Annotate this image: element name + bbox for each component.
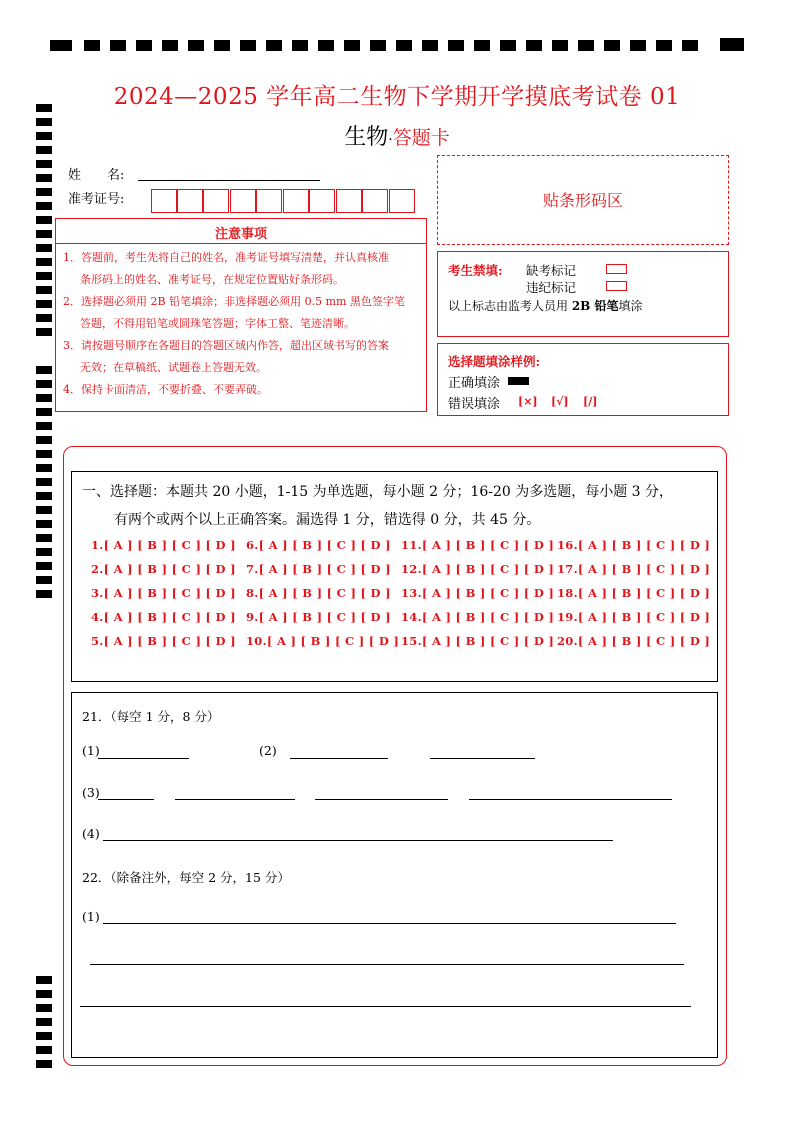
- choice-row[interactable]: [557, 538, 710, 552]
- choice-row[interactable]: [246, 634, 399, 648]
- notice-item: 1．答题前，考生先将自己的姓名，准考证号填写清楚，并认真核准: [63, 251, 389, 264]
- choice-row[interactable]: [246, 538, 391, 552]
- q21-part2-label: (2): [259, 743, 277, 758]
- wrong-fill-mark: [/]: [583, 395, 598, 408]
- id-digit-box[interactable]: [256, 189, 282, 213]
- card-label: 答题卡: [392, 127, 450, 149]
- name-input-line[interactable]: [138, 180, 320, 181]
- id-digit-box[interactable]: [203, 189, 229, 213]
- answer-blank[interactable]: [175, 799, 295, 800]
- question-number: 8.: [246, 586, 259, 600]
- answer-options[interactable]: [ A ] [ B ] [ C ] [ D ]: [103, 634, 236, 648]
- proctor-marks-box: [437, 251, 729, 337]
- choice-row[interactable]: [557, 610, 710, 624]
- answer-options[interactable]: [ A ] [ B ] [ C ] [ D ]: [421, 538, 555, 552]
- question-number: 6.: [246, 538, 259, 552]
- name-label: 姓 名:: [68, 168, 125, 183]
- q22-part1-label: (1): [82, 909, 100, 924]
- notice-item: 无效；在草稿纸、试题卷上答题无效。: [80, 361, 267, 374]
- answer-blank[interactable]: [80, 1006, 691, 1007]
- choice-instructions-line2: 有两个或两个以上正确答案。漏选得 1 分，错选得 0 分，共 45 分。: [114, 512, 541, 528]
- question-number: 1.: [91, 538, 104, 552]
- choice-row[interactable]: [557, 562, 710, 576]
- id-digit-box[interactable]: [389, 189, 415, 213]
- question-number: 14.: [401, 610, 422, 624]
- id-digit-box[interactable]: [309, 189, 335, 213]
- q21-part1-label: (1): [82, 743, 100, 758]
- proctor-note: 以上标志由监考人员用 2B 铅笔填涂: [448, 299, 643, 313]
- choice-row[interactable]: [557, 634, 710, 648]
- wrong-fill-mark: [×]: [518, 395, 538, 408]
- choice-row[interactable]: [401, 538, 554, 552]
- answer-options[interactable]: [ A ] [ B ] [ C ] [ D ]: [103, 538, 236, 552]
- choice-row[interactable]: [91, 562, 236, 576]
- question-number: 13.: [401, 586, 422, 600]
- choice-row[interactable]: [91, 634, 236, 648]
- choice-row[interactable]: [401, 562, 554, 576]
- choice-row[interactable]: [401, 586, 554, 600]
- answer-blank[interactable]: [469, 799, 672, 800]
- choice-row[interactable]: [401, 634, 554, 648]
- notice-box: [55, 218, 427, 412]
- choice-row[interactable]: [91, 538, 236, 552]
- choice-row[interactable]: [91, 610, 236, 624]
- answer-blank[interactable]: [98, 758, 189, 759]
- answer-options[interactable]: [ A ] [ B ] [ C ] [ D ]: [103, 586, 236, 600]
- answer-options[interactable]: [ A ] [ B ] [ C ] [ D ]: [258, 538, 391, 552]
- absent-label: 缺考标记: [526, 263, 577, 278]
- answer-blank[interactable]: [315, 799, 448, 800]
- answer-options[interactable]: [ A ] [ B ] [ C ] [ D ]: [577, 538, 711, 552]
- choice-row[interactable]: [557, 586, 710, 600]
- choice-row[interactable]: [91, 586, 236, 600]
- answer-blank[interactable]: [290, 758, 388, 759]
- id-digit-box[interactable]: [283, 189, 309, 213]
- question-number: 4.: [91, 610, 104, 624]
- answer-options[interactable]: [ A ] [ B ] [ C ] [ D ]: [266, 634, 400, 648]
- answer-options[interactable]: [ A ] [ B ] [ C ] [ D ]: [421, 586, 555, 600]
- answer-blank[interactable]: [430, 758, 535, 759]
- choice-row[interactable]: [246, 586, 391, 600]
- notice-item: 答题，不得用铅笔或圆珠笔答题；字体工整、笔迹清晰。: [80, 317, 355, 330]
- question-number: 11.: [401, 538, 422, 552]
- exam-title: 2024—2025 学年高二生物下学期开学摸底考试卷 01: [113, 84, 681, 110]
- q21-title: 21．（每空 1 分，8 分）: [82, 709, 220, 724]
- answer-options[interactable]: [ A ] [ B ] [ C ] [ D ]: [258, 586, 391, 600]
- id-digit-box[interactable]: [336, 189, 362, 213]
- q22-title: 22．（除备注外，每空 2 分，15 分）: [82, 870, 290, 885]
- answer-blank[interactable]: [103, 923, 676, 924]
- id-digit-box[interactable]: [177, 189, 203, 213]
- absent-mark-box[interactable]: [606, 264, 627, 274]
- id-digit-box[interactable]: [362, 189, 388, 213]
- fill-sample-label: 选择题填涂样例:: [448, 354, 541, 369]
- answer-options[interactable]: [ A ] [ B ] [ C ] [ D ]: [103, 610, 236, 624]
- answer-options[interactable]: [ A ] [ B ] [ C ] [ D ]: [577, 562, 711, 576]
- answer-options[interactable]: [ A ] [ B ] [ C ] [ D ]: [421, 562, 555, 576]
- subject-name: 生物: [344, 125, 389, 150]
- question-number: 9.: [246, 610, 259, 624]
- answer-blank[interactable]: [103, 840, 613, 841]
- question-number: 7.: [246, 562, 259, 576]
- correct-fill-label: 正确填涂: [448, 376, 501, 391]
- q21-part3-label: (3): [82, 785, 100, 800]
- question-number: 19.: [557, 610, 578, 624]
- card-subtitle: [0, 120, 794, 151]
- question-number: 10.: [246, 634, 267, 648]
- question-number: 5.: [91, 634, 104, 648]
- answer-options[interactable]: [ A ] [ B ] [ C ] [ D ]: [103, 562, 236, 576]
- question-number: 18.: [557, 586, 578, 600]
- q21-part4-label: (4): [82, 826, 100, 841]
- notice-item: 4．保持卡面清洁，不要折叠、不要弄破。: [63, 383, 268, 396]
- answer-blank[interactable]: [98, 799, 154, 800]
- id-digit-box[interactable]: [230, 189, 256, 213]
- question-number: 20.: [557, 634, 578, 648]
- question-number: 12.: [401, 562, 422, 576]
- choice-section: [71, 471, 718, 682]
- id-label: 准考证号:: [68, 192, 125, 207]
- notice-item: 2．选择题必须用 2B 铅笔填涂；非选择题必须用 0.5 mm 黑色签字笔: [63, 295, 405, 308]
- answer-options[interactable]: [ A ] [ B ] [ C ] [ D ]: [577, 634, 711, 648]
- fill-sample-box: [437, 343, 729, 416]
- wrong-fill-label: 错误填涂: [448, 397, 501, 412]
- proctor-label: 考生禁填:: [448, 263, 503, 278]
- barcode-area-label: 贴条形码区: [542, 191, 623, 210]
- choice-row[interactable]: [401, 610, 554, 624]
- question-number: 17.: [557, 562, 578, 576]
- wrong-fill-mark: [√]: [551, 395, 569, 408]
- answer-options[interactable]: [ A ] [ B ] [ C ] [ D ]: [577, 586, 711, 600]
- question-number: 3.: [91, 586, 104, 600]
- barcode-area: [437, 155, 729, 245]
- subject-dot: ·: [388, 132, 393, 148]
- id-digit-box[interactable]: [151, 189, 177, 213]
- choice-instructions-line1: 一、选择题：本题共 20 小题，1-15 为单选题，每小题 2 分；16-20 为多选题，每小题 3 分，: [82, 484, 674, 500]
- notice-item: 条形码上的姓名、准考证号，在规定位置贴好条形码。: [80, 273, 344, 286]
- violation-mark-box[interactable]: [606, 281, 627, 291]
- correct-fill-sample: [508, 377, 529, 385]
- answer-options[interactable]: [ A ] [ B ] [ C ] [ D ]: [421, 634, 555, 648]
- question-number: 2.: [91, 562, 104, 576]
- notice-item: 3．请按题号顺序在各题目的答题区域内作答，超出区域书写的答案: [63, 339, 389, 352]
- answer-options[interactable]: [ A ] [ B ] [ C ] [ D ]: [258, 562, 391, 576]
- answer-options[interactable]: [ A ] [ B ] [ C ] [ D ]: [577, 610, 711, 624]
- question-number: 16.: [557, 538, 578, 552]
- violation-label: 违纪标记: [526, 280, 577, 295]
- answer-blank[interactable]: [90, 964, 684, 965]
- answer-options[interactable]: [ A ] [ B ] [ C ] [ D ]: [421, 610, 555, 624]
- choice-row[interactable]: [246, 562, 391, 576]
- question-number: 15.: [401, 634, 422, 648]
- choice-row[interactable]: [246, 610, 391, 624]
- notice-title: 注意事项: [214, 227, 267, 242]
- answer-options[interactable]: [ A ] [ B ] [ C ] [ D ]: [258, 610, 391, 624]
